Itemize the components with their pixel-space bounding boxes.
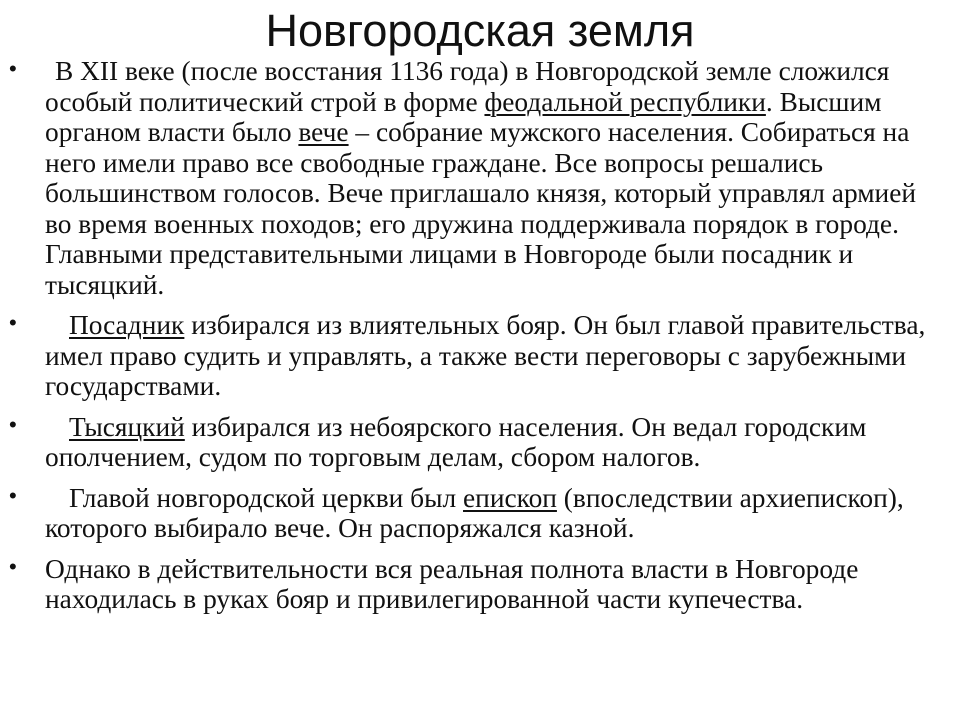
bullet-list	[0, 56, 960, 625]
bullet-item-1	[0, 56, 960, 300]
bullet-item-2	[0, 310, 960, 402]
term-tysyatsky[interactable]: Тысяцкий	[69, 411, 185, 442]
term-veche[interactable]: вече	[298, 117, 349, 147]
bullet-icon: •	[9, 482, 17, 508]
bullet-item-5	[0, 554, 960, 615]
bullet-3-text: избирался из небоярского населения. Он ведал городским ополчением, судом по торговым делам, сбором налогов.	[45, 411, 867, 472]
bullet-1-text-a: В XII веке (после восстания 1136 года) в Новгородской земле сложился особый политический строй в форме	[45, 56, 890, 117]
bullet-item-3	[0, 412, 960, 473]
bullet-icon: •	[9, 56, 17, 81]
bullet-1-text-b: . Высшим органом власти было	[45, 86, 882, 147]
bullet-item-4	[0, 483, 960, 544]
term-bishop[interactable]: епископ	[463, 482, 557, 513]
bullet-icon: •	[9, 310, 17, 335]
term-posadnik[interactable]: Посадник	[69, 310, 185, 340]
bullet-2-text: избирался из влиятельных бояр. Он был главой правительства, имел право судить и управлять, а также вести переговоры с зарубежными государствами.	[45, 310, 926, 401]
bullet-4-text-b: (впоследствии архиепископ), которого выбирало вече. Он распоряжался казной.	[45, 482, 904, 543]
term-feudal-republic[interactable]: феодальной республики	[484, 86, 766, 117]
bullet-icon: •	[9, 411, 17, 437]
bullet-icon: •	[9, 553, 17, 579]
bullet-1-text-c: – собрание мужского населения. Собираться на него имели право все свободные граждане. Все вопросы решались большинством голосов. Вече приглашало князя, который управлял армией во время военных походов; его дружина поддерживала порядок в городе. Главными представительными лицами в Новгороде были посадник и тысяцкий.	[45, 117, 917, 300]
slide-title: Новгородская земля	[265, 5, 695, 56]
bullet-5-text: Однако в действительности вся реальная полнота власти в Новгороде находилась в руках бояр и привилегированной части купечества.	[45, 553, 859, 614]
bullet-4-text-a: Главой новгородской церкви был	[69, 482, 464, 513]
